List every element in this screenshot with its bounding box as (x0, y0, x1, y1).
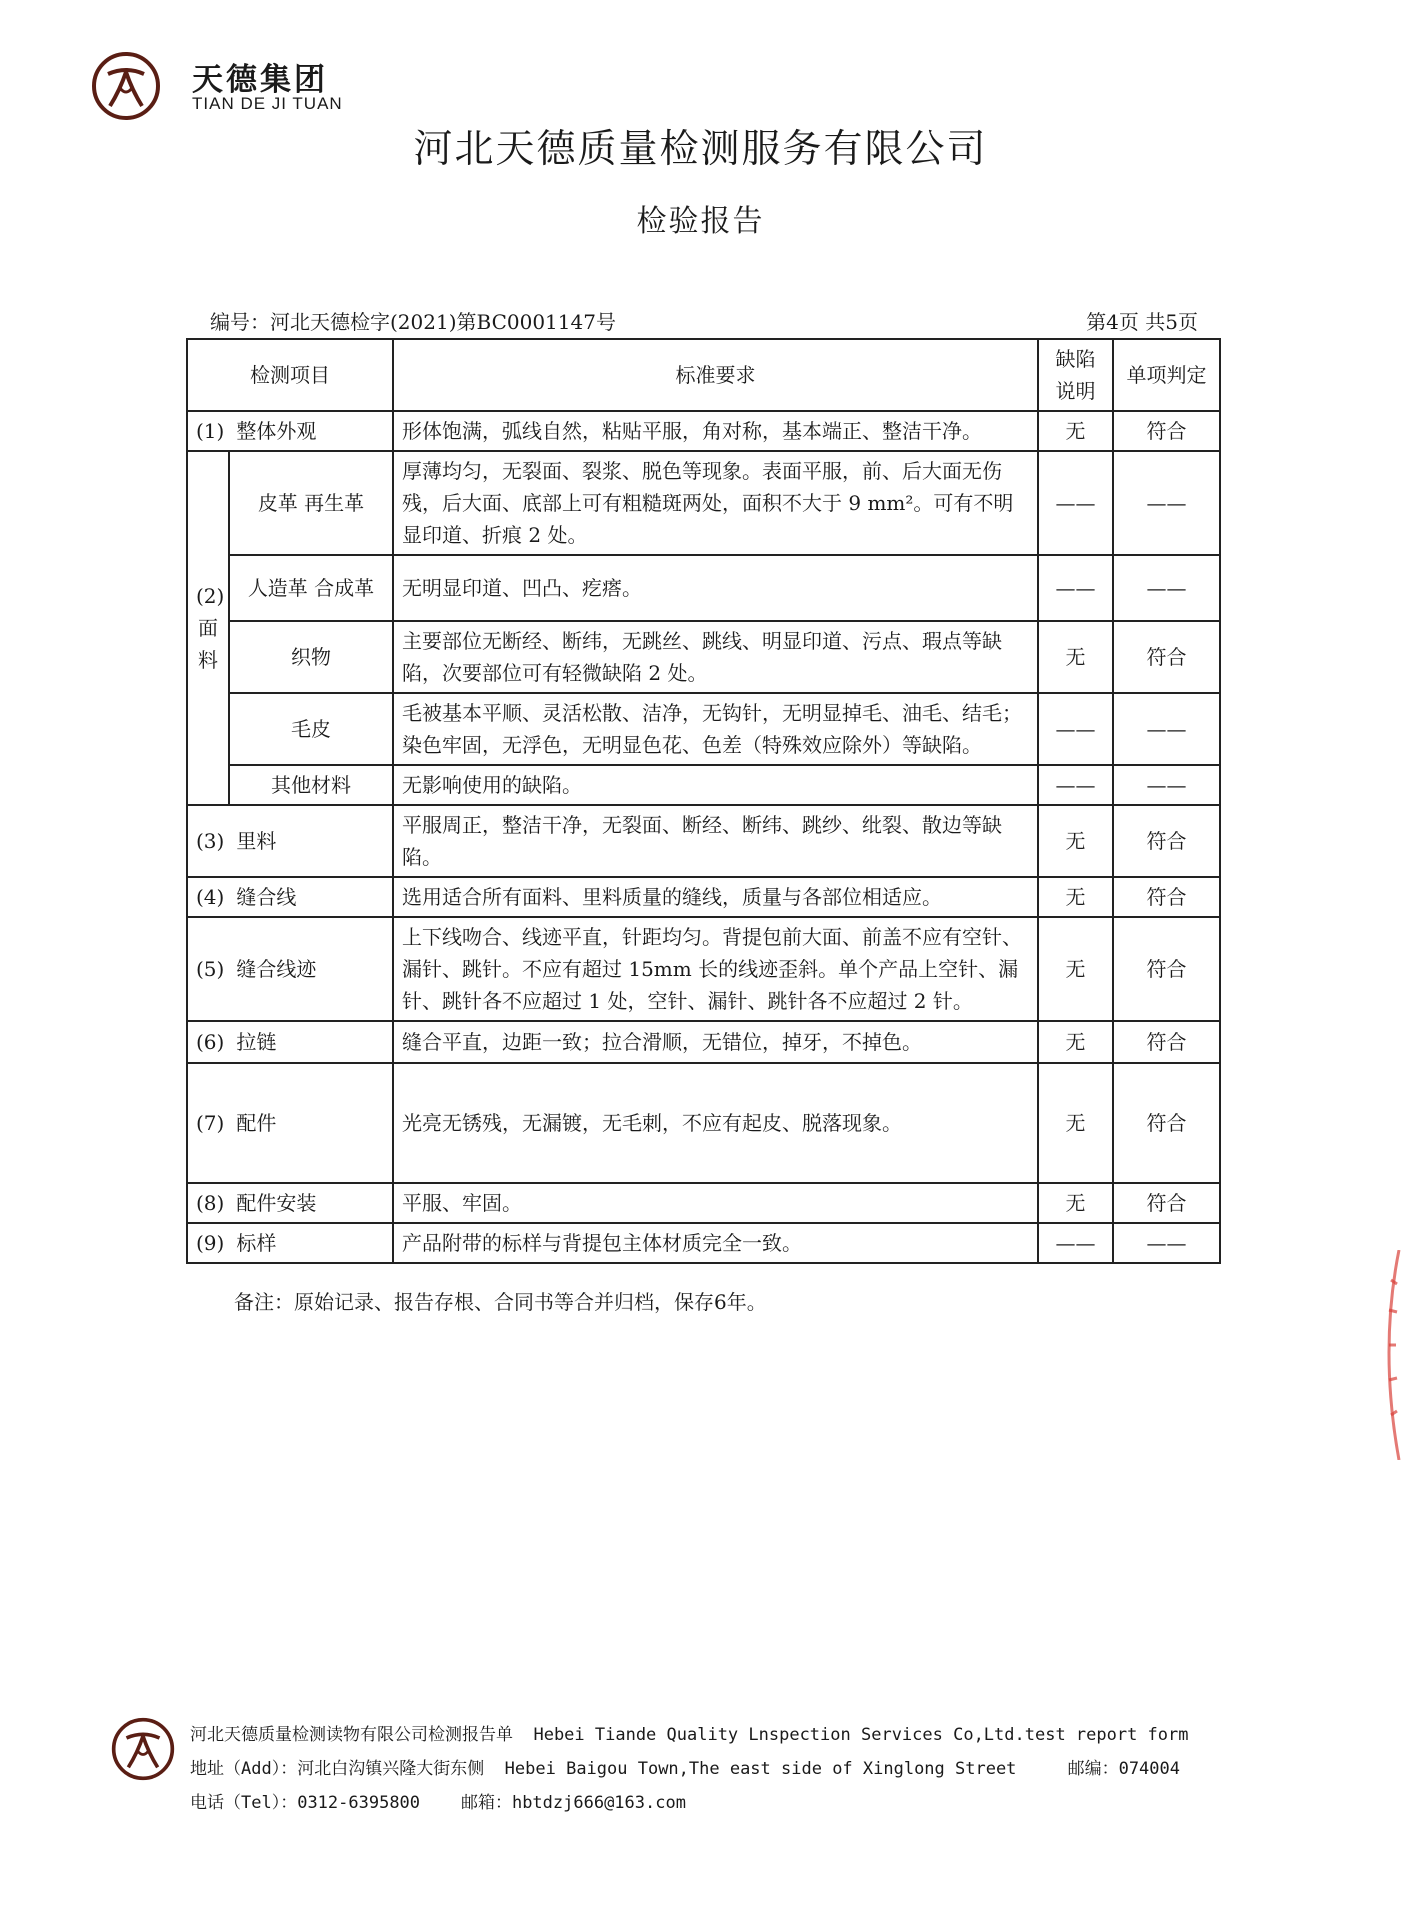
table-row (187, 805, 1220, 877)
sub-item-cell: 皮革 再生革 (229, 451, 393, 555)
requirement-cell: 产品附带的标样与背提包主体材质完全一致。 (393, 1223, 1038, 1263)
judgment-cell: 符合 (1113, 1063, 1220, 1183)
group-cell-fabric: (2) 面 料 (187, 451, 229, 805)
defect-cell: —— (1038, 451, 1113, 555)
judgment-cell: 符合 (1113, 877, 1220, 917)
header-item: 检测项目 (187, 339, 393, 411)
footer-address-line: 地址（Add）：河北白沟镇兴隆大街东侧 Hebei Baigou Town,The east side of Xinglong Street 邮编：074004 (190, 1759, 1181, 1779)
judgment-cell: —— (1113, 555, 1220, 621)
requirement-cell: 形体饱满，弧线自然，粘贴平服，角对称，基本端正、整洁干净。 (393, 411, 1038, 451)
brand-name-cn: 天德集团 (192, 62, 328, 98)
header-defect: 缺陷说明 (1038, 339, 1113, 411)
requirement-cell: 无影响使用的缺陷。 (393, 765, 1038, 805)
judgment-cell: 符合 (1113, 411, 1220, 451)
item-cell: (5) 缝合线迹 (187, 917, 393, 1021)
judgment-cell: —— (1113, 765, 1220, 805)
judgment-cell: —— (1113, 1223, 1220, 1263)
table-row (187, 693, 1220, 765)
judgment-cell: —— (1113, 451, 1220, 555)
item-cell: (4) 缝合线 (187, 877, 393, 917)
sub-item-cell: 其他材料 (229, 765, 393, 805)
table-row (187, 1183, 1220, 1223)
table-row (187, 917, 1220, 1021)
table-row (187, 555, 1220, 621)
requirement-cell: 缝合平直，边距一致；拉合滑顺，无错位，掉牙，不掉色。 (393, 1021, 1038, 1063)
requirement-cell: 主要部位无断经、断纬，无跳丝、跳线、明显印道、污点、瑕点等缺陷，次要部位可有轻微缺陷 2 处。 (393, 621, 1038, 693)
defect-cell: 无 (1038, 917, 1113, 1021)
requirement-cell: 无明显印道、凹凸、疙瘩。 (393, 555, 1038, 621)
requirement-cell: 选用适合所有面料、里料质量的缝线，质量与各部位相适应。 (393, 877, 1038, 917)
judgment-cell: —— (1113, 693, 1220, 765)
item-cell: (9) 标样 (187, 1223, 393, 1263)
report-meta (210, 306, 1198, 335)
table-row (187, 1063, 1220, 1183)
inspection-table (186, 338, 1221, 1264)
table-header-row (187, 339, 1220, 411)
sub-item-cell: 织物 (229, 621, 393, 693)
table-row (187, 411, 1220, 451)
table-row (187, 1021, 1220, 1063)
stamp-fragment-icon (1371, 1250, 1401, 1460)
judgment-cell: 符合 (1113, 1021, 1220, 1063)
defect-cell: 无 (1038, 1183, 1113, 1223)
report-title: 检验报告 (636, 204, 765, 239)
defect-cell: —— (1038, 555, 1113, 621)
sub-item-cell: 毛皮 (229, 693, 393, 765)
item-cell: (6) 拉链 (187, 1021, 393, 1063)
requirement-cell: 光亮无锈残，无漏镀，无毛刺，不应有起皮、脱落现象。 (393, 1063, 1038, 1183)
defect-cell: —— (1038, 693, 1113, 765)
item-cell: (3) 里料 (187, 805, 393, 877)
defect-cell: 无 (1038, 805, 1113, 877)
footer-logo-icon (110, 1716, 176, 1782)
item-cell: (7) 配件 (187, 1063, 393, 1183)
defect-cell: 无 (1038, 621, 1113, 693)
sub-item-cell: 人造革 合成革 (229, 555, 393, 621)
company-title: 河北天德质量检测服务有限公司 (413, 127, 988, 172)
requirement-cell: 平服、牢固。 (393, 1183, 1038, 1223)
table-row (187, 621, 1220, 693)
defect-cell: 无 (1038, 1063, 1113, 1183)
table-row (187, 765, 1220, 805)
requirement-cell: 上下线吻合、线迹平直，针距均匀。背提包前大面、前盖不应有空针、漏针、跳针。不应有超过 15mm 长的线迹歪斜。单个产品上空针、漏针、跳针各不应超过 1 处，空针、漏针、跳针各不应超过 2 针。 (393, 917, 1038, 1021)
defect-cell: 无 (1038, 1021, 1113, 1063)
table-row (187, 877, 1220, 917)
footer-company-line: 河北天德质量检测读物有限公司检测报告单 Hebei Tiande Quality Lnspection Services Co,Ltd.test report form (190, 1725, 1189, 1745)
judgment-cell: 符合 (1113, 1183, 1220, 1223)
remark-note: 备注：原始记录、报告存根、合同书等合并归档，保存6年。 (234, 1290, 767, 1314)
table-row (187, 1223, 1220, 1263)
judgment-cell: 符合 (1113, 805, 1220, 877)
judgment-cell: 符合 (1113, 917, 1220, 1021)
defect-cell: 无 (1038, 877, 1113, 917)
company-logo-icon (90, 50, 162, 122)
item-cell: (8) 配件安装 (187, 1183, 393, 1223)
header-judgment: 单项判定 (1113, 339, 1220, 411)
requirement-cell: 平服周正，整洁干净，无裂面、断经、断纬、跳纱、纰裂、散边等缺陷。 (393, 805, 1038, 877)
page-info: 第4页 共5页 (1086, 310, 1198, 334)
defect-cell: —— (1038, 1223, 1113, 1263)
footer-contact-line: 电话（Tel）：0312-6395800 邮箱：hbtdzj666@163.com (190, 1793, 686, 1813)
header-requirement: 标准要求 (393, 339, 1038, 411)
item-cell: (1) 整体外观 (187, 411, 393, 451)
requirement-cell: 厚薄均匀，无裂面、裂浆、脱色等现象。表面平服，前、后大面无伤残，后大面、底部上可有粗糙斑两处，面积不大于 9 mm²。可有不明显印道、折痕 2 处。 (393, 451, 1038, 555)
brand-name-en: TIAN DE JI TUAN (192, 94, 343, 113)
defect-cell: 无 (1038, 411, 1113, 451)
report-number: 编号：河北天德检字(2021)第BC0001147号 (210, 310, 616, 334)
defect-cell: —— (1038, 765, 1113, 805)
judgment-cell: 符合 (1113, 621, 1220, 693)
requirement-cell: 毛被基本平顺、灵活松散、洁净，无钩针，无明显掉毛、油毛、结毛；染色牢固，无浮色，无明显色花、色差（特殊效应除外）等缺陷。 (393, 693, 1038, 765)
table-row (187, 451, 1220, 555)
